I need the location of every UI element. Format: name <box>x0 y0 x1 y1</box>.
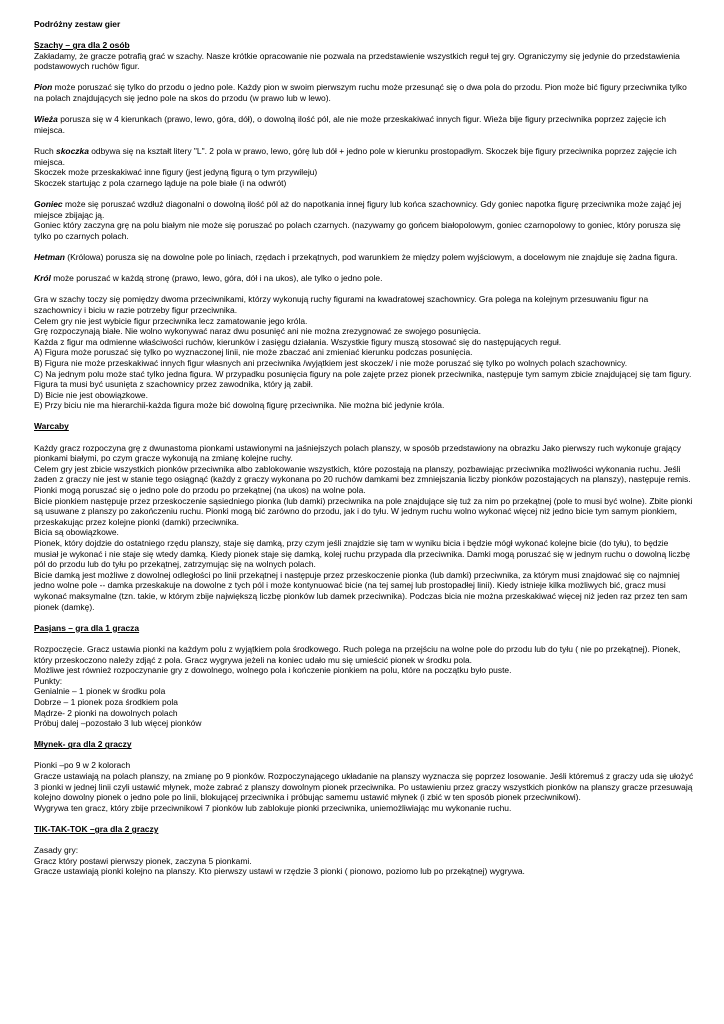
chess-rule: C) Na jednym polu może stać tylko jedna figura. W przypadku posunięcia figury na pole zajęte przez pionek przeciwnika, następuje tym samym zbicie znajdującej się tam figury. Figura ta musi być usunięta z szachownicy przez zawodnika, który ją zabił. <box>34 368 692 390</box>
tiktaktok-line: Gracze ustawiają pionki kolejno na planszy. Kto pierwszy ustawi w rzędzie 3 pionki ( pionowo, poziomo lub po przekątnej) wygrywa. <box>34 866 525 877</box>
chess-rule: Celem gry nie jest wybicie figur przeciwnika lecz zamatowanie jego króla. <box>34 315 308 326</box>
krol-paragraph <box>34 273 694 284</box>
chess-rule: Każda z figur ma odmienne właściwości ruchów, kierunków i zasięgu działania. Wszystkie figury muszą stosować się do następujących reguł. <box>34 336 562 347</box>
goniec-line-2: Goniec który zaczyna grę na polu białym nie może się poruszać po polach czarnych. (nazywamy go gońcem białopolowym, goniec czarnopolowy to goniec, który porusza się tylko po czarnych polach. <box>34 220 681 241</box>
pasjans-heading: Pasjans – gra dla 1 gracza <box>34 622 140 633</box>
mlynek-line: Gracze ustawiają na polach planszy, na zmianę po 9 pionków. Rozpoczynającego układanie na planszy wyznacza się poprzez losowanie. Jeśli któremuś z graczy uda się ułożyć 3 pionki w jednej linii czyli ustawić młynek, może zabrać z planszy dowolnym pionek przeciwnika. Po ustawieniu przez graczy wszystkich pionków na planszy gracze przesuwają kolejno dowolny pionek o jedno pole po linii, blokującej przeciwnika i próbując samemu ustawić młynek (i zbić w ten sposób pionek przeciwnikowi). <box>34 771 694 803</box>
skoczek-pre: Ruch <box>34 146 57 157</box>
chess-rule: B) Figura nie może przeskakiwać innych figur własnych ani przeciwnika /wyjątkiem jest skoczek/ i nie może poruszać się tylko po wolnych polach szachownicy. <box>34 357 628 368</box>
pasjans-line: Możliwe jest również rozpoczynanie gry z dowolnego, wolnego pola i kończenie pionkiem na polu, które na początku było puste. <box>34 665 512 676</box>
chess-rule: Grę rozpoczynają białe. Nie wolno wykonywać naraz dwu posunięć ani nie można zrezygnować ze swojego posunięcia. <box>34 326 481 337</box>
warcaby-paragraph: Celem gry jest zbicie wszystkich pionków przeciwnika albo zablokowanie wszystkich, które pozostają na planszy, pozbawiając przeciwnika możliwości wykonania ruchu. Jeśli żaden z graczy nie jest w stanie tego osiągnąć (każdy z graczy wykonana po 20 ruchów damkami bez zmniejszania liczby pionków pozostających na planszy), następuje remis. Pionki mogą poruszać się o jedno pole do przodu po przekątnej (na ukos) na wolne pola. <box>34 463 691 496</box>
warcaby-heading: Warcaby <box>34 421 69 432</box>
chess-rule: D) Bicie nie jest obowiązkowe. <box>34 389 148 400</box>
warcaby-paragraph: Bicie pionkiem następuje przez przeskoczenie sąsiedniego pionka (lub damki) przeciwnika na pole znajdujące się tuż za nim po przekątnej (pole to musi być wolne). Zbite pionki są usuwane z planszy po zakończeniu ruchu. Pionki mogą bić zarówno do przodu, jak i do tyłu. W jednym ruchu wolno wykonać więcej niż jedno bicie tym samym pionkiem, przeskakując przez kolejne pionki (damki) przeciwnika. <box>34 495 693 527</box>
goniec-name: Goniec <box>34 199 63 209</box>
wieza-paragraph <box>34 114 694 135</box>
skoczek-name: skoczka <box>56 146 89 157</box>
hetman-name: Hetman <box>34 251 65 262</box>
warcaby-paragraph: Pionek, który dojdzie do ostatniego rzędu planszy, staje się damką, przy czym jeśli znajdzie się tam w wyniku bicia i będzie mógł wykonać kolejne bicie (do tyłu), to będzie musiał je wykonać i nie staje się wtedy damką. Kiedy pionek staje się damką, kolej ruchu przypada dla przeciwnika. Damki mogą poruszać się w jednym ruchu o dowolną liczbę pól do przodu lub do tyłu po przekątnej, zatrzymując się na wolnych polach. <box>34 538 691 570</box>
tiktaktok-line: Zasady gry: <box>34 845 79 856</box>
chess-rule: E) Przy biciu nie ma hierarchii-każda figura może bić dowolną figurę przeciwnika. Nie można bić jedynie króla. <box>34 400 445 411</box>
chess-rule: A) Figura może poruszać się tylko po wyznaczonej linii, nie może zbaczać ani zmieniać kierunku podczas posunięcia. <box>34 347 473 358</box>
hetman-text: (Królowa) porusza się na dowolne pole po liniach, rzędach i przekątnych, pod warunkiem że między polem wyjściowym, a docelowym nie znajduje się żadna figura. <box>64 251 678 262</box>
skoczek-text: odbywa się na kształt litery "L". 2 pola w prawo, lewo, górę lub dół + jedno pole w kierunku prostopadłym. Skoczek bije figury przeciwnika poprzez zajęcie ich miejsca. <box>34 146 677 167</box>
pasjans-line: Dobrze – 1 pionek poza środkiem pola <box>34 696 178 707</box>
warcaby-paragraph: Bicie damką jest możliwe z dowolnej odległości po linii przekątnej i następuje przez przeskoczenie pionka (lub damki) przeciwnika, za którym musi znajdować się co najmniej jedno wolne pole -- damka przeskakuje na dowolne z tych pól i może kontynuować bicie (na tej samej lub prostopadłej linii). Kiedy istnieje kilka możliwych bić, gracz musi wykonać maksymalne (tzn. takie, w którym zbije największą liczbę pionków lub damek przeciwnika). Podczas bicia nie można przeskakiwać więcej niż jeden raz przez ten sam pionek (damkę). <box>34 569 688 612</box>
warcaby-paragraph: Bicia są obowiązkowe. <box>34 527 119 538</box>
chess-intro: Zakładamy, że gracze potrafią grać w szachy. Nasze krótkie opracowanie nie pozwala na przedstawienie wszystkich reguł tej gry. Ograniczymy się jedynie do przedstawienia podstawowych ruchów figur. <box>34 50 680 72</box>
pasjans-line: Genialnie – 1 pionek w środku pola <box>34 686 166 697</box>
document-title: Podróżny zestaw gier <box>34 19 121 29</box>
krol-name: Król <box>34 273 51 284</box>
wieza-name: Wieża <box>34 114 58 125</box>
warcaby-paragraph: Każdy gracz rozpoczyna grę z dwunastoma pionkami ustawionymi na jaśniejszych polach planszy, w sposób przedstawiony na obrazku Jako pierwszy ruch wykonuje grający pionkami białymi, po czym gracze wykonują na zmianę kolejne ruchy. <box>34 442 682 464</box>
pasjans-line: Rozpoczęcie. Gracz ustawia pionki na każdym polu z wyjątkiem pola środkowego. Ruch polega na przejściu na wolne pole do przodu lub do tyłu ( nie po przekątnej). Pionek, który przeskoczono należy zdjąć z pola. Gracz wygrywa jeżeli na koniec udało mu się umieścić pionek w środku pola. <box>34 643 681 665</box>
skoczek-line-3: Skoczek startując z pola czarnego ląduje na pole białe (i na odwrót) <box>34 177 287 188</box>
mlynek-heading: Młynek- gra dla 2 graczy <box>34 739 132 750</box>
krol-text: może poruszać w każdą stronę (prawo, lewo, góra, dół i na ukos), ale tylko o jedno pole. <box>50 273 383 284</box>
pasjans-line: Mądrze- 2 pionki na dowolnych polach <box>34 707 178 718</box>
pasjans-line: Próbuj dalej –pozostało 3 lub więcej pionków <box>34 718 202 729</box>
tiktaktok-heading: TIK-TAK-TOK –gra dla 2 graczy <box>34 824 159 835</box>
chess-rule: Gra w szachy toczy się pomiędzy dwoma przeciwnikami, którzy wykonują ruchy figurami na kwadratowej szachownicy. Gra polega na kolejnym przesuwaniu figur na szachownicy i biciu w razie potrzeby figur przeciwnika. <box>34 294 649 315</box>
pion-text: może poruszać się tylko do przodu o jedno pole. Każdy pion w swoim pierwszym ruchu może przesunąć się o dwa pola do przodu. Pion może bić figury przeciwnika tylko na polach znajdujących się jedno pole na skos do przodu (w prawo lub w lewo). <box>34 82 687 104</box>
pasjans-line: Punkty: <box>34 675 63 686</box>
goniec-text: może się poruszać wzdłuż diagonalni o dowolną ilość pól aż do napotkania innej figury lub końca szachownicy. Gdy goniec napotka figurę przeciwnika może zająć jej miejsce zbijając ją. <box>34 199 682 220</box>
tiktaktok-line: Gracz który postawi pierwszy pionek, zaczyna 5 pionkami. <box>34 855 252 866</box>
goniec-paragraph <box>34 199 694 220</box>
pion-paragraph <box>34 82 694 103</box>
mlynek-line: Wygrywa ten gracz, który zbije przeciwnikowi 7 pionków lub zablokuje pionki przeciwnika, uniemożliwiając mu wykonanie ruchu. <box>34 802 512 813</box>
chess-heading: Szachy – gra dla 2 osób <box>34 40 130 51</box>
skoczek-line-2: Skoczek może przeskakiwać inne figury (jest jedyną figurą o tym przywileju) <box>34 167 318 178</box>
skoczek-paragraph <box>34 146 694 167</box>
wieza-text: porusza się w 4 kierunkach (prawo, lewo, góra, dół), o dowolną ilość pól, ale nie może przeskakiwać innych figur. Wieża bije figury przeciwnika poprzez zajęcie ich miejsca. <box>34 114 667 135</box>
mlynek-line: Pionki –po 9 w 2 kolorach <box>34 760 131 771</box>
hetman-paragraph <box>34 252 694 263</box>
pion-name: Pion <box>34 82 53 93</box>
